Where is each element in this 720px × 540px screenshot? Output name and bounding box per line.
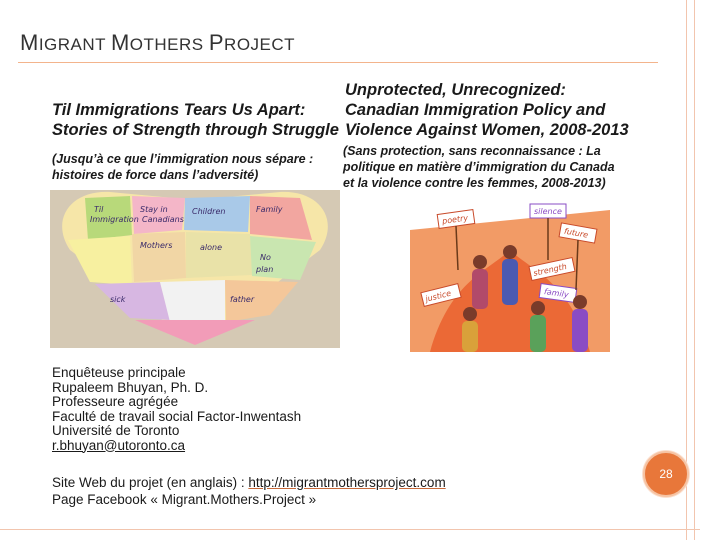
- right-project-subtitle: (Sans protection, sans reconnaissance : La politique en matière d’immigration du Canada et la violence contre les femmes, 2008-2013): [343, 144, 615, 190]
- heart-word-12: father: [230, 295, 255, 304]
- credit-university: Université de Toronto: [52, 423, 180, 438]
- heart-word-9: alone: [200, 243, 223, 252]
- email-link[interactable]: r.bhuyan@utoronto.ca: [52, 437, 186, 453]
- heart-word-11: plan: [256, 265, 274, 274]
- svg-text:Stay in: Stay in: [140, 205, 168, 214]
- right-project-title: Unprotected, Unrecognized: Canadian Immigration Policy and Violence Against Women, 2008-2013: [345, 81, 629, 139]
- left-project-title: Til Immigrations Tears Us Apart: Stories of Strength through Struggle: [52, 101, 339, 139]
- heart-word-7: Family: [256, 205, 283, 214]
- credit-position: Professeure agrégée: [52, 394, 179, 409]
- frame-line-right-2: [694, 0, 695, 540]
- heart-word-8: Mothers: [140, 241, 173, 250]
- web-links: [52, 474, 446, 508]
- crowd-sign-poetry: poetry: [441, 213, 469, 226]
- heart-word-1: Til: [94, 205, 104, 214]
- crowd-sign-family: family: [543, 287, 570, 300]
- crowd-illustration-image: [410, 190, 610, 352]
- credit-faculty: Faculté de travail social Factor-Inwentash: [52, 408, 302, 424]
- site-label: Site Web du projet (en anglais) :: [52, 475, 249, 490]
- heart-word-5: Canadians: [142, 215, 184, 224]
- heart-word-10: No: [260, 253, 271, 262]
- crowd-sign-strength: strength: [532, 261, 568, 278]
- frame-line-right-1: [686, 0, 687, 540]
- principal-investigator-credits: [52, 366, 301, 453]
- facebook-label: Page Facebook: [52, 492, 151, 507]
- crowd-sign-silence: silence: [534, 207, 562, 216]
- slide-title: MIGRANT MOTHERS PROJECT: [20, 30, 296, 55]
- heart-word-13: sick: [110, 295, 126, 304]
- crowd-sign-justice: justice: [424, 288, 453, 304]
- facebook-page-link[interactable]: « Migrant.Mothers.Project »: [150, 492, 317, 507]
- left-project-subtitle: (Jusqu’à ce que l’immigration nous sépare : histoires de force dans l’adversité): [52, 152, 314, 182]
- page-number-badge: 28: [643, 451, 689, 497]
- svg-text:Immigration: Immigration: [90, 215, 139, 224]
- site-url-link[interactable]: http://migrantmothersproject.com: [248, 475, 446, 490]
- crowd-sign-future: future: [563, 226, 589, 240]
- frame-line-bottom: [0, 529, 700, 530]
- credit-role: Enquêteuse principale: [52, 365, 186, 380]
- heart-collage-image: [50, 190, 340, 348]
- credit-name: Rupaleem Bhuyan, Ph. D.: [52, 379, 209, 395]
- heart-word-6: Children: [192, 207, 226, 216]
- title-underline: [18, 62, 658, 63]
